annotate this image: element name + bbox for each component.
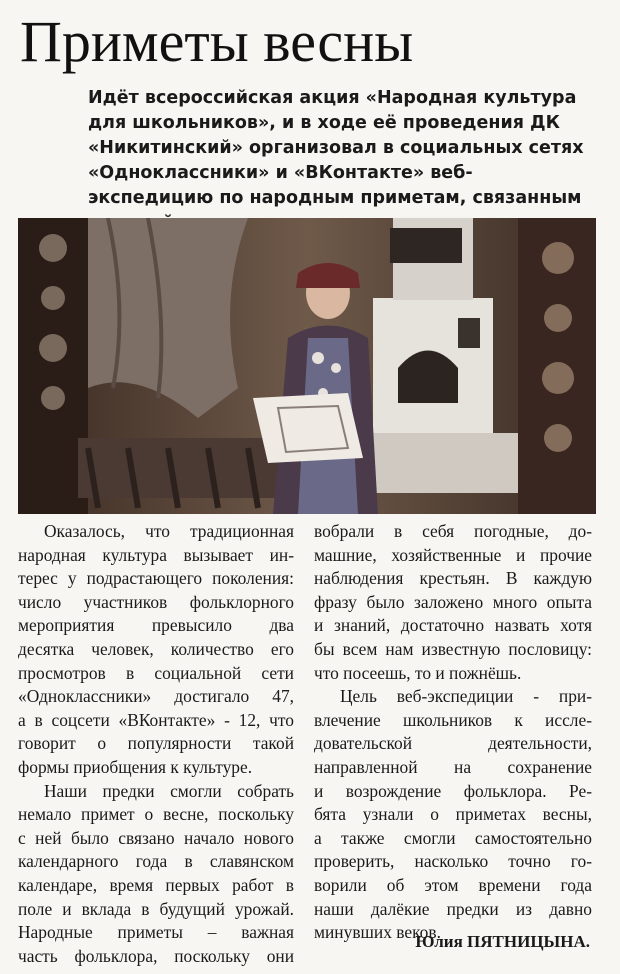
text-line: а в соцсети «ВКонтакте» - 12, что [18, 709, 294, 730]
text-line: число участников фольклорного [18, 591, 294, 612]
text-line: народная культура вызывает ин- [18, 544, 294, 565]
text-line: «Одноклассники» достигало 47, [18, 686, 294, 707]
article-author: Юлия ПЯТНИЦЫНА. [415, 932, 590, 951]
paragraph [314, 685, 592, 945]
text-line: машние, хозяйственные и прочие [314, 544, 592, 565]
text-line: просмотров в социальной сети [18, 662, 294, 683]
text-line: бята узнали о приметах весны, [314, 804, 592, 825]
text-line: довательской деятельности, [314, 733, 592, 754]
text-line: Оказалось, что традиционная [44, 521, 294, 541]
text-line: проверить, насколько точно го- [314, 851, 592, 872]
article-title: Приметы весны [20, 9, 414, 74]
text-line: ворили об этом времени года [314, 874, 592, 895]
text-line: вобрали в себя погодные, до- [314, 521, 592, 541]
text-line: говорит о популярности такой [18, 733, 294, 754]
text-line: и возрождение фольклора. Ре- [314, 780, 592, 801]
text-line: бы всем нам известную пословицу: [314, 638, 592, 659]
text-line: влечение школьников к иссле- [314, 709, 592, 730]
text-line: с ней было связано начало нового [18, 827, 294, 848]
text-line: Наши предки смогли собрать [44, 780, 294, 801]
text-line: фразу было заложено много опыта [314, 591, 592, 612]
text-line: календаре, время первых работ в [18, 874, 294, 895]
article-photo [18, 218, 596, 514]
text-line: формы приобщения к культуре. [18, 756, 253, 777]
text-line: наблюдения крестьян. В каждую [314, 568, 592, 589]
text-line: Цель веб-экспедиции - при- [340, 686, 592, 707]
text-line: календарного года в славянском [18, 851, 294, 872]
text-line: часть фольклора, поскольку они [18, 945, 294, 966]
text-line: и знаний, достаточно назвать хотя [314, 615, 592, 636]
paragraph [18, 780, 294, 969]
text-line: Народные приметы – важная [18, 922, 294, 943]
text-line: а также смогли самостоятельно [314, 827, 592, 848]
text-line: направленной на сохранение [314, 756, 592, 777]
photo-illustration [18, 218, 596, 514]
article-lead: Идёт всероссийская акция «Народная культура для школьников», и в ходе её проведения ДК «Никитинский» организовал в социальных сетях «Одноклассники» и «ВКонтакте» веб-экспедицию по народным приметам, связанным [88, 88, 584, 208]
text-line: поле и вклада в будущий урожай. [18, 898, 294, 919]
text-line: немало примет о весне, поскольку [18, 804, 294, 825]
text-line: что посеешь, то и пожнёшь. [314, 662, 522, 683]
text-line: десятка человек, количество его [18, 638, 294, 659]
text-line: наши далёкие предки из давно [314, 898, 592, 919]
text-line: минувших веков. [314, 922, 441, 943]
text-line: мероприятия превысило два [18, 615, 294, 636]
article-column-1 [18, 520, 294, 968]
text-line: терес у подрастающего поколения: [18, 568, 294, 589]
paragraph [314, 520, 592, 685]
article-column-2 [314, 520, 592, 945]
paragraph [18, 520, 294, 780]
